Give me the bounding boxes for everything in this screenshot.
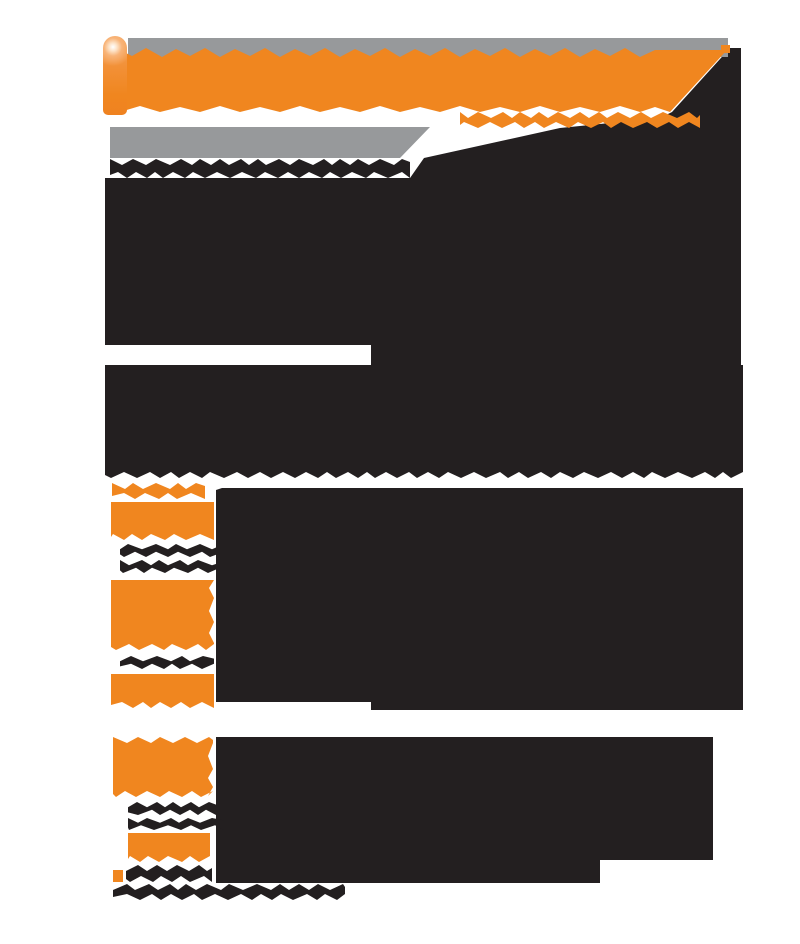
s2-text-line-4 — [113, 884, 345, 900]
s2-orange-block-a — [113, 737, 213, 797]
s2-text-line-2 — [128, 818, 224, 830]
masthead-orange-block — [110, 48, 727, 112]
s1-orange-block-a — [111, 502, 214, 540]
s1-text-line-1 — [120, 544, 232, 557]
s1-text-line-3 — [120, 656, 214, 669]
s2-black-mass — [216, 737, 713, 883]
s1-orange-block-b — [111, 580, 214, 650]
s2-text-line-1 — [128, 802, 216, 815]
s2-orange-mark — [113, 870, 123, 882]
body-black-band-2 — [371, 345, 741, 365]
masthead-orange-chip — [721, 45, 730, 53]
masthead-title-line — [110, 159, 410, 178]
logo-pin — [103, 36, 127, 115]
body-black-band-3 — [105, 365, 743, 478]
s2-orange-block-b — [128, 833, 210, 862]
masthead-gray-bar — [128, 38, 728, 57]
masthead-gray-bar-2 — [110, 127, 430, 158]
s1-orange-caption — [112, 483, 205, 499]
body-black-band-1 — [105, 178, 741, 345]
s1-text-line-2 — [120, 560, 220, 573]
s2-text-line-3 — [126, 865, 212, 882]
s1-black-mass — [216, 488, 743, 710]
s1-orange-block-c — [111, 674, 214, 708]
